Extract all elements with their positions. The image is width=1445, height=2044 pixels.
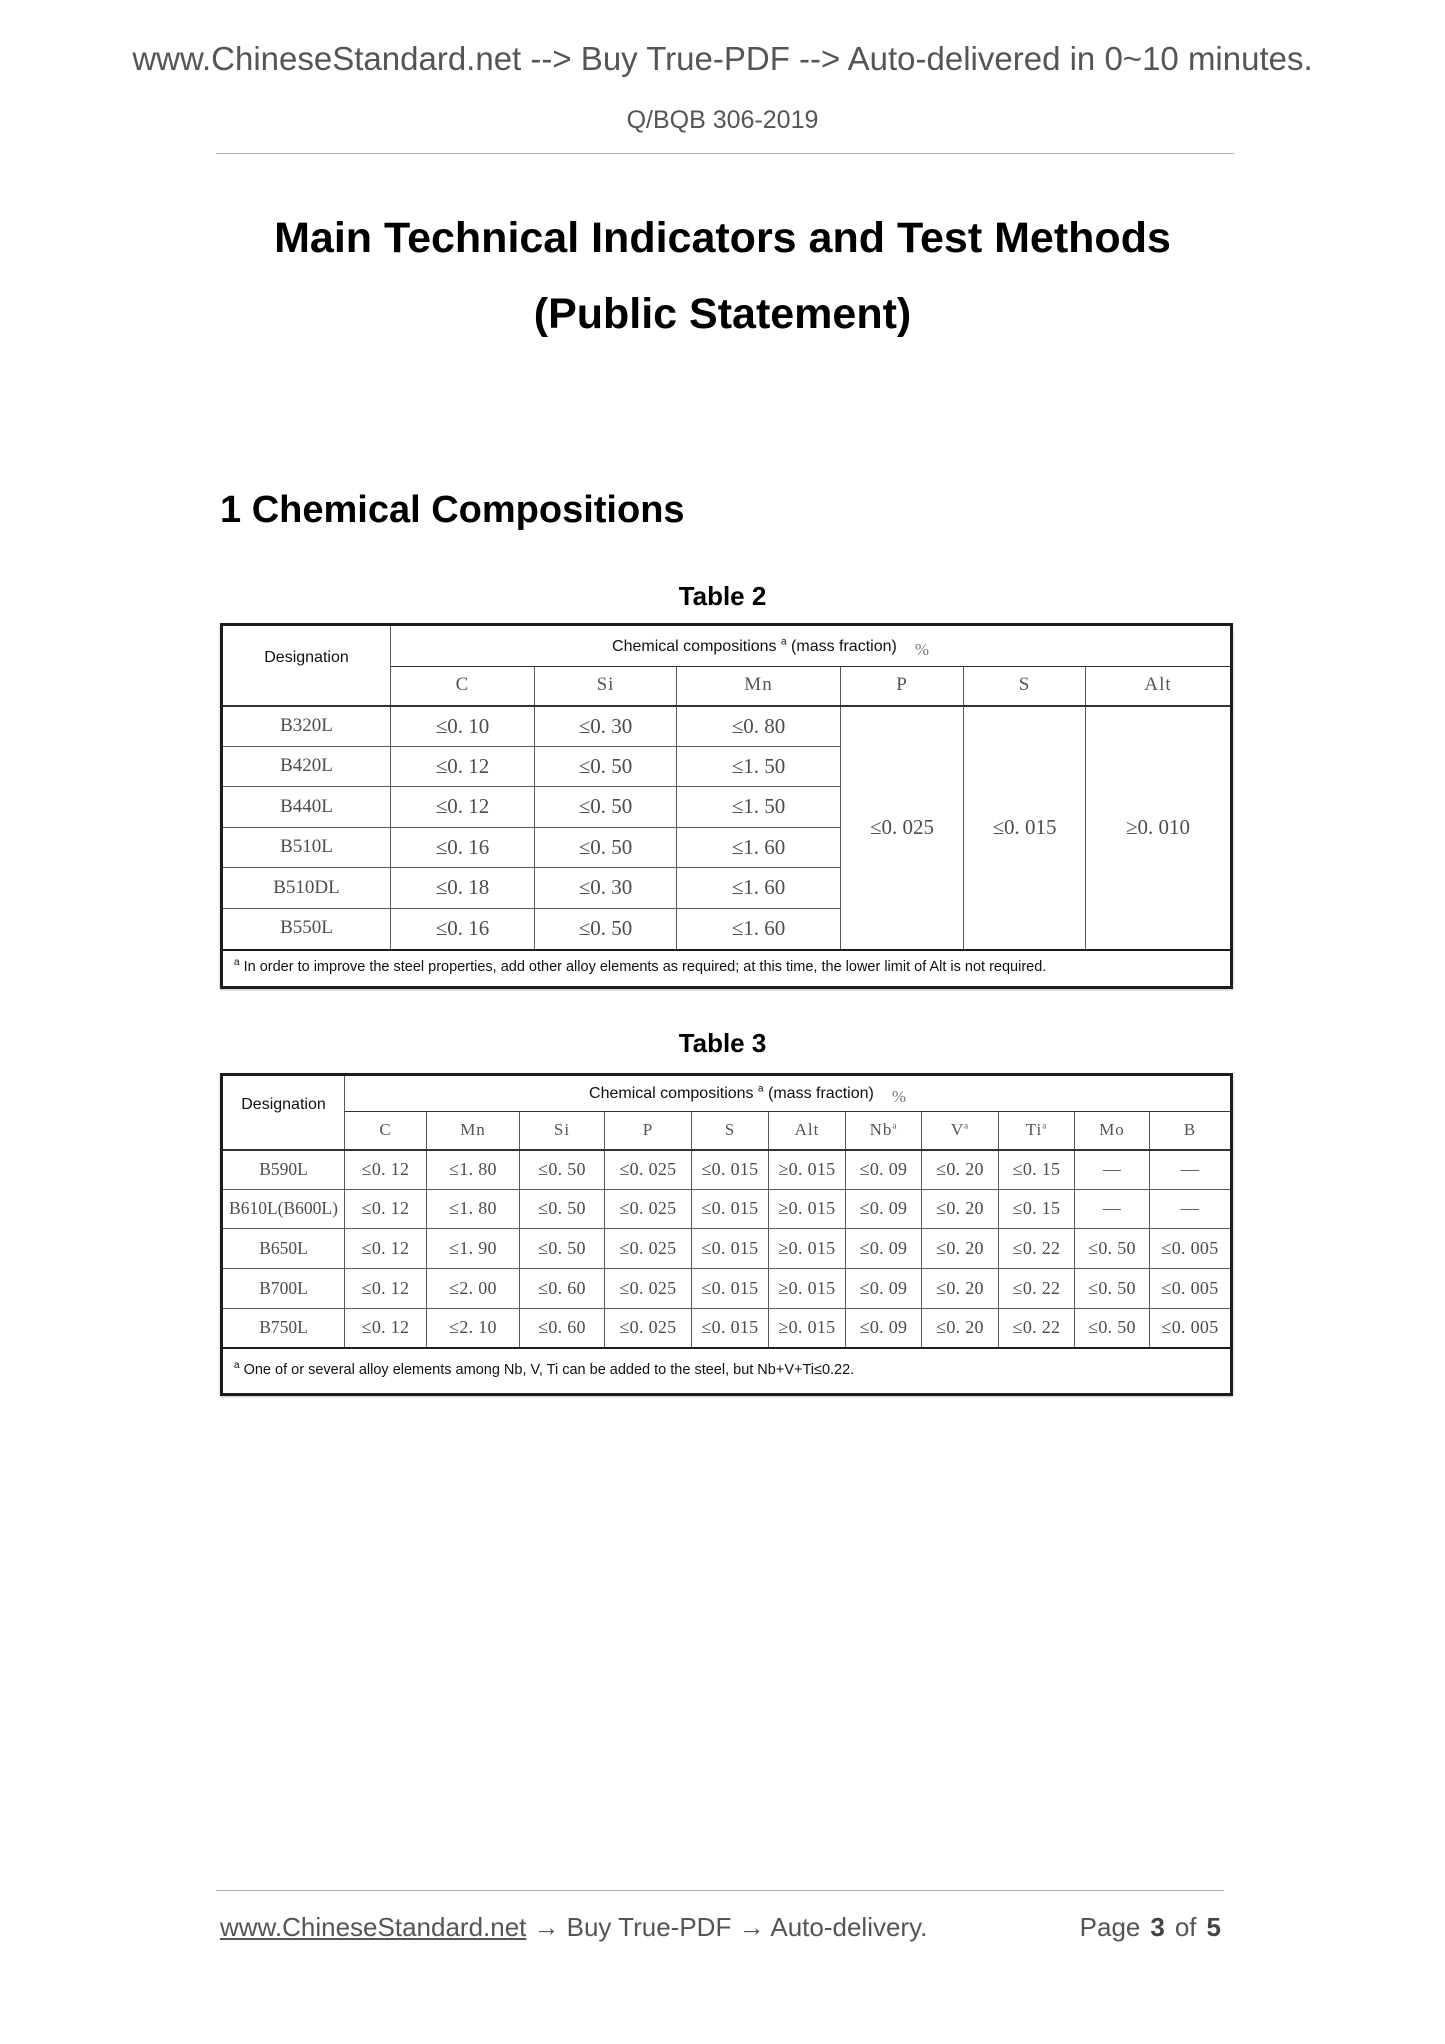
table3-row	[222, 1190, 1232, 1229]
table3-cell-c: ≤0. 12	[345, 1269, 427, 1309]
page-current: 3	[1150, 1912, 1165, 1942]
table3-cell-mo: —	[1075, 1190, 1150, 1229]
table2-footnote-row	[222, 950, 1232, 988]
table3-cell-b: ≤0. 005	[1150, 1229, 1232, 1269]
table3-col-header-s: S	[692, 1112, 769, 1150]
table3-col-header-p: P	[605, 1112, 692, 1150]
table2-cell-c: ≤0. 10	[391, 706, 535, 747]
table3-cell-nb: ≤0. 09	[846, 1150, 922, 1190]
table3-cell-ti: ≤0. 15	[999, 1150, 1075, 1190]
table3-cell-si: ≤0. 60	[520, 1309, 605, 1348]
table2-col-header-mn: Mn	[677, 667, 841, 706]
table3-cell-mo: —	[1075, 1150, 1150, 1190]
table3-designation-header: Designation	[222, 1075, 345, 1150]
table3-cell-si: ≤0. 50	[520, 1150, 605, 1190]
table2-designation-cell: B550L	[222, 909, 391, 950]
table2-designation-cell: B510L	[222, 828, 391, 868]
compositions-label: Chemical compositions	[612, 637, 777, 655]
table3-designation-cell: B750L	[222, 1309, 345, 1348]
table3-cell-alt: ≥0. 015	[769, 1150, 846, 1190]
table3-cell-ti: ≤0. 15	[999, 1190, 1075, 1229]
table3-cell-c: ≤0. 12	[345, 1190, 427, 1229]
table3-cell-c: ≤0. 12	[345, 1150, 427, 1190]
table3-cell-nb: ≤0. 09	[846, 1190, 922, 1229]
page-total: 5	[1206, 1912, 1221, 1942]
table2-cell-mn: ≤0. 80	[677, 706, 841, 747]
table3-cell-v: ≤0. 20	[922, 1269, 999, 1309]
table3-cell-v: ≤0. 20	[922, 1309, 999, 1348]
column-label: V	[950, 1119, 965, 1139]
table3-cell-mn: ≤2. 10	[427, 1309, 520, 1348]
table3-designation-cell: B650L	[222, 1229, 345, 1269]
table3-col-header-b: B	[1150, 1112, 1232, 1150]
table2-col-header-c: C	[391, 667, 535, 706]
table2-cell-c: ≤0. 12	[391, 787, 535, 828]
table3-cell-p: ≤0. 025	[605, 1269, 692, 1309]
table2-cell-alt-shared: ≥0. 010	[1086, 706, 1232, 950]
table2-col-header-alt: Alt	[1086, 667, 1232, 706]
table3-cell-alt: ≥0. 015	[769, 1269, 846, 1309]
table3-col-header-c: C	[345, 1112, 427, 1150]
table3-designation-cell: B590L	[222, 1150, 345, 1190]
table3-caption: Table 3	[678, 1028, 767, 1058]
table3-cell-alt: ≥0. 015	[769, 1190, 846, 1229]
table3-footnote-row	[222, 1348, 1232, 1395]
table3-subheader-row	[222, 1112, 1232, 1150]
table3-cell-mn: ≤2. 00	[427, 1269, 520, 1309]
footnote-marker: a	[781, 636, 787, 648]
table3-cell-si: ≤0. 60	[520, 1269, 605, 1309]
header-divider	[216, 153, 1234, 154]
table2-cell-c: ≤0. 18	[391, 868, 535, 909]
page-subtitle: (Public Statement)	[533, 290, 912, 338]
table2-designation-cell: B320L	[222, 706, 391, 747]
document-code: Q/BQB 306-2019	[626, 106, 819, 134]
table2-cell-mn: ≤1. 50	[677, 747, 841, 787]
table3-row	[222, 1269, 1232, 1309]
table2-cell-mn: ≤1. 60	[677, 868, 841, 909]
table3-cell-b: ≤0. 005	[1150, 1309, 1232, 1348]
table3-cell-v: ≤0. 20	[922, 1190, 999, 1229]
footnote-marker: a	[964, 1120, 970, 1131]
table3-cell-mn: ≤1. 80	[427, 1150, 520, 1190]
table3-col-header-si: Si	[520, 1112, 605, 1150]
table2-col-header-s: S	[964, 667, 1086, 706]
table3-designation-cell: B610L(B600L)	[222, 1190, 345, 1229]
table3-cell-ti: ≤0. 22	[999, 1309, 1075, 1348]
section-heading: 1 Chemical Compositions	[220, 489, 685, 531]
table3-row	[222, 1150, 1232, 1190]
table3-cell-mn: ≤1. 90	[427, 1229, 520, 1269]
table3-cell-si: ≤0. 50	[520, 1190, 605, 1229]
footnote-text: In order to improve the steel properties, add other alloy elements as required; at this time, the lower limit of Alt is not required.	[243, 959, 1047, 976]
table2-cell-c: ≤0. 12	[391, 747, 535, 787]
footnote-marker: a	[234, 1359, 240, 1371]
footnote-text: One of or several alloy elements among Nb, V, Ti can be added to the steel, but Nb+V+Ti≤0.22.	[243, 1361, 855, 1378]
table3-col-header-mo: Mo	[1075, 1112, 1150, 1150]
table2-cell-c: ≤0. 16	[391, 828, 535, 868]
table2-designation-cell: B440L	[222, 787, 391, 828]
table3-cell-mo: ≤0. 50	[1075, 1269, 1150, 1309]
compositions-label: Chemical compositions	[589, 1085, 754, 1103]
table3-cell-nb: ≤0. 09	[846, 1309, 922, 1348]
table2-footnote	[222, 950, 1232, 988]
table3-col-header-ti	[999, 1112, 1075, 1150]
table3-cell-s: ≤0. 015	[692, 1150, 769, 1190]
table2-cell-p-shared: ≤0. 025	[841, 706, 964, 950]
table2-cell-mn: ≤1. 60	[677, 909, 841, 950]
table3-cell-p: ≤0. 025	[605, 1309, 692, 1348]
footer-promo	[220, 1911, 927, 1943]
table2-cell-si: ≤0. 50	[535, 828, 677, 868]
table3-cell-s: ≤0. 015	[692, 1269, 769, 1309]
footnote-marker: a	[892, 1120, 898, 1131]
table2	[220, 623, 1233, 989]
table2-header-row	[222, 625, 1232, 667]
page-title: Main Technical Indicators and Test Methods	[274, 214, 1171, 262]
page-of-label: of	[1174, 1912, 1197, 1942]
table2-designation-header: Designation	[222, 625, 391, 706]
unit-label: %	[914, 639, 929, 659]
table3-header-row	[222, 1075, 1232, 1112]
table3-cell-c: ≤0. 12	[345, 1309, 427, 1348]
table2-designation-cell: B510DL	[222, 868, 391, 909]
table3-cell-c: ≤0. 12	[345, 1229, 427, 1269]
table2-cell-s-shared: ≤0. 015	[964, 706, 1086, 950]
table3-cell-nb: ≤0. 09	[846, 1269, 922, 1309]
table3-designation-cell: B700L	[222, 1269, 345, 1309]
table2-cell-c: ≤0. 16	[391, 909, 535, 950]
table2-designation-cell: B420L	[222, 747, 391, 787]
table3-cell-p: ≤0. 025	[605, 1190, 692, 1229]
table3-cell-v: ≤0. 20	[922, 1229, 999, 1269]
table3-cell-s: ≤0. 015	[692, 1309, 769, 1348]
column-label: Nb	[869, 1119, 893, 1139]
table2-cell-si: ≤0. 50	[535, 787, 677, 828]
table2-cell-mn: ≤1. 60	[677, 828, 841, 868]
table3-cell-mo: ≤0. 50	[1075, 1229, 1150, 1269]
table2-cell-si: ≤0. 30	[535, 868, 677, 909]
mass-fraction-label: (mass fraction)	[791, 637, 897, 655]
footnote-marker: a	[758, 1083, 764, 1095]
table3-cell-v: ≤0. 20	[922, 1150, 999, 1190]
table3-cell-b: —	[1150, 1150, 1232, 1190]
footer-tagline: → Buy True-PDF → Auto-delivery.	[533, 1912, 928, 1942]
table3-col-header-alt: Alt	[769, 1112, 846, 1150]
table2-cell-si: ≤0. 30	[535, 706, 677, 747]
table3-cell-alt: ≥0. 015	[769, 1309, 846, 1348]
table3-row	[222, 1309, 1232, 1348]
table3-cell-mo: ≤0. 50	[1075, 1309, 1150, 1348]
table3-compositions-header	[345, 1075, 1232, 1112]
table3-col-header-v	[922, 1112, 999, 1150]
table2-row	[222, 706, 1232, 747]
page-label: Page	[1079, 1912, 1141, 1942]
site-link[interactable]: www.ChineseStandard.net	[220, 1912, 527, 1942]
table3-col-header-nb	[846, 1112, 922, 1150]
table3-cell-b: ≤0. 005	[1150, 1269, 1232, 1309]
column-label: Ti	[1025, 1119, 1043, 1139]
table3-cell-mn: ≤1. 80	[427, 1190, 520, 1229]
footnote-marker: a	[234, 957, 240, 969]
footer-divider	[216, 1890, 1224, 1891]
table3-cell-p: ≤0. 025	[605, 1229, 692, 1269]
page-indicator	[1080, 1911, 1221, 1943]
table3-cell-ti: ≤0. 22	[999, 1269, 1075, 1309]
table3-cell-s: ≤0. 015	[692, 1190, 769, 1229]
table3-cell-ti: ≤0. 22	[999, 1229, 1075, 1269]
footnote-marker: a	[1042, 1120, 1048, 1131]
table2-caption: Table 2	[678, 581, 767, 611]
table3-cell-si: ≤0. 50	[520, 1229, 605, 1269]
table2-col-header-p: P	[841, 667, 964, 706]
table3-cell-b: —	[1150, 1190, 1232, 1229]
table3-cell-p: ≤0. 025	[605, 1150, 692, 1190]
table3-col-header-mn: Mn	[427, 1112, 520, 1150]
table2-compositions-header	[391, 625, 1232, 667]
table2-cell-mn: ≤1. 50	[677, 787, 841, 828]
table3-cell-s: ≤0. 015	[692, 1229, 769, 1269]
promo-banner: www.ChineseStandard.net --> Buy True-PDF --> Auto-delivered in 0~10 minutes.	[132, 40, 1313, 77]
mass-fraction-label: (mass fraction)	[768, 1085, 874, 1103]
table3-row	[222, 1229, 1232, 1269]
unit-label: %	[891, 1087, 906, 1107]
table3-footnote	[222, 1348, 1232, 1395]
table3-cell-alt: ≥0. 015	[769, 1229, 846, 1269]
table2-col-header-si: Si	[535, 667, 677, 706]
table3-cell-nb: ≤0. 09	[846, 1229, 922, 1269]
table2-cell-si: ≤0. 50	[535, 909, 677, 950]
table3	[220, 1073, 1233, 1396]
table2-cell-si: ≤0. 50	[535, 747, 677, 787]
